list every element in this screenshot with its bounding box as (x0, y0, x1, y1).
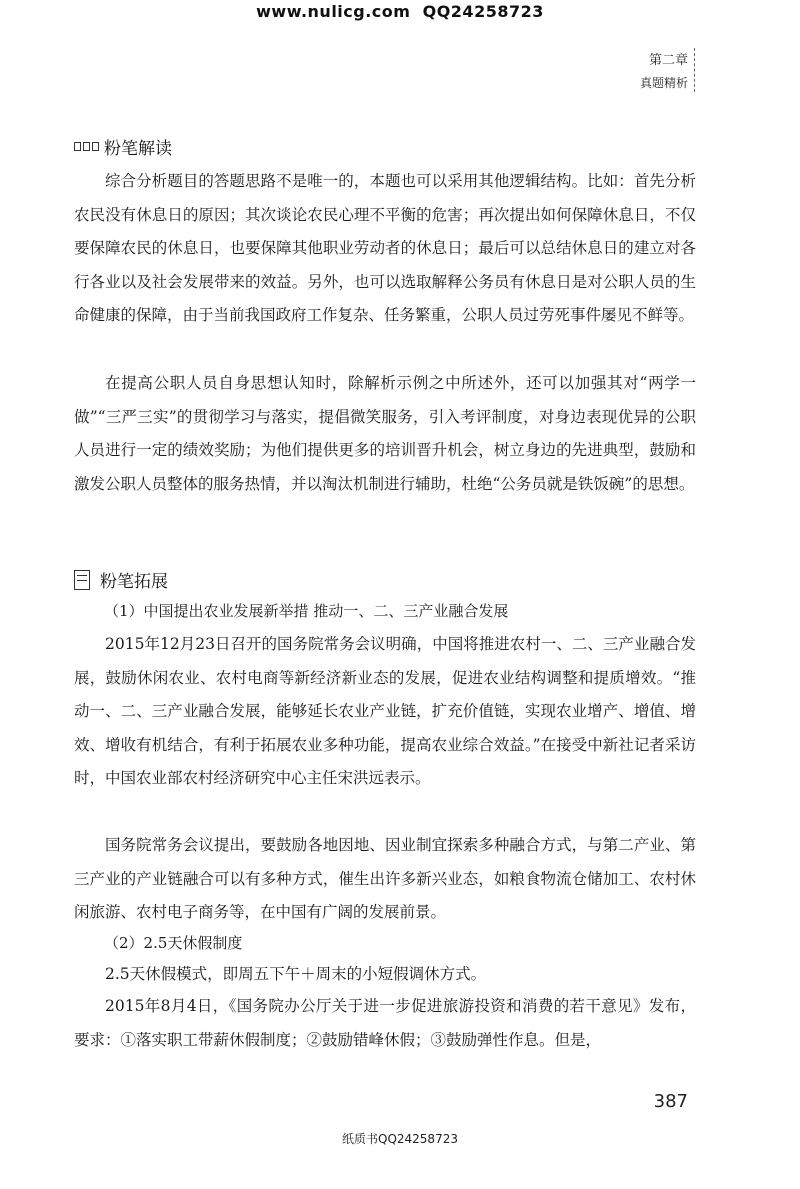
section-heading-text: 粉笔解读 (104, 139, 172, 159)
paragraph: 2.5天休假模式，即周五下午＋周末的小短假调休方式。 (105, 965, 487, 983)
chapter-title: 第二章 (648, 53, 688, 68)
paragraph: 在提高公职人员自身思想认知时，除解析示例之中所述外，还可以加强其对“两学一做”“三严三实”的贯彻学习与落实，提倡微笑服务，引入考评制度，对身边表现优异的公职人员进行一定的绩效奖励；为他们提供更多的培训晋升机会，树立身边的先进典型，鼓励和激发公职人员整体的服务热情，并以淘汰机制进行辅助，杜绝“公务员就是铁饭碗”的思想。 (74, 374, 696, 493)
paragraph: 2015年12月23日召开的国务院常务会议明确，中国将推进农村一、二、三产业融合发展，鼓励休闲农业、农村电商等新经济新业态的发展，促进农业结构调整和提质增效。“推动一、二、三产业融合发展，能够延长农业产业链，扩充价值链，实现农业增产、增值、增效、增收有机结合，有利于拓展农业多种功能，提高农业综合效益。”在接受中新社记者采访时，中国农业部农村经济研究中心主任宋洪远表示。 (74, 635, 696, 787)
header-divider (694, 48, 696, 92)
item-title: （1）中国提出农业发展新举措 推动一、二、三产业融合发展 (104, 602, 509, 620)
watermark-bottom: 纸质书QQ24258723 (342, 1132, 458, 1146)
section-heading-extension (74, 567, 168, 592)
section-heading-text: 粉笔拓展 (100, 572, 168, 592)
section-heading-analysis (74, 134, 172, 159)
paragraph: 2015年8月4日，《国务院办公厅关于进一步促进旅游投资和消费的若干意见》发布，要求：①落实职工带薪休假制度；②鼓励错峰休假；③鼓励弹性作息。但是， (74, 997, 696, 1049)
item-title: （2）2.5天休假制度 (104, 934, 243, 952)
section-bars-icon (74, 142, 100, 152)
paragraph: 综合分析题目的答题思路不是唯一的，本题也可以采用其他逻辑结构。比如：首先分析农民没有休息日的原因；其次谈论农民心理不平衡的危害；再次提出如何保障休息日，不仅要保障农民的休息日，也要保障其他职业劳动者的休息日；最后可以总结休息日的建立对各行各业以及社会发展带来的效益。另外，也可以选取解释公务员有休息日是对公职人员的生命健康的保障，由于当前我国政府工作复杂、任务繁重，公职人员过劳死事件屡见不鲜等。 (74, 172, 696, 324)
watermark-top: www.nulicg.com QQ24258723 (256, 2, 544, 21)
chapter-subtitle: 真题精析 (639, 76, 688, 90)
paragraph: 国务院常务会议提出，要鼓励各地因地、因业制宜探索多种融合方式，与第二产业、第三产业的产业链融合可以有多种方式，催生出许多新兴业态，如粮食物流仓储加工、农村休闲旅游、农村电子商务等，在中国有广阔的发展前景。 (74, 836, 696, 921)
notepad-icon (74, 570, 90, 590)
running-header (640, 50, 688, 94)
page-number: 387 (653, 1091, 688, 1112)
